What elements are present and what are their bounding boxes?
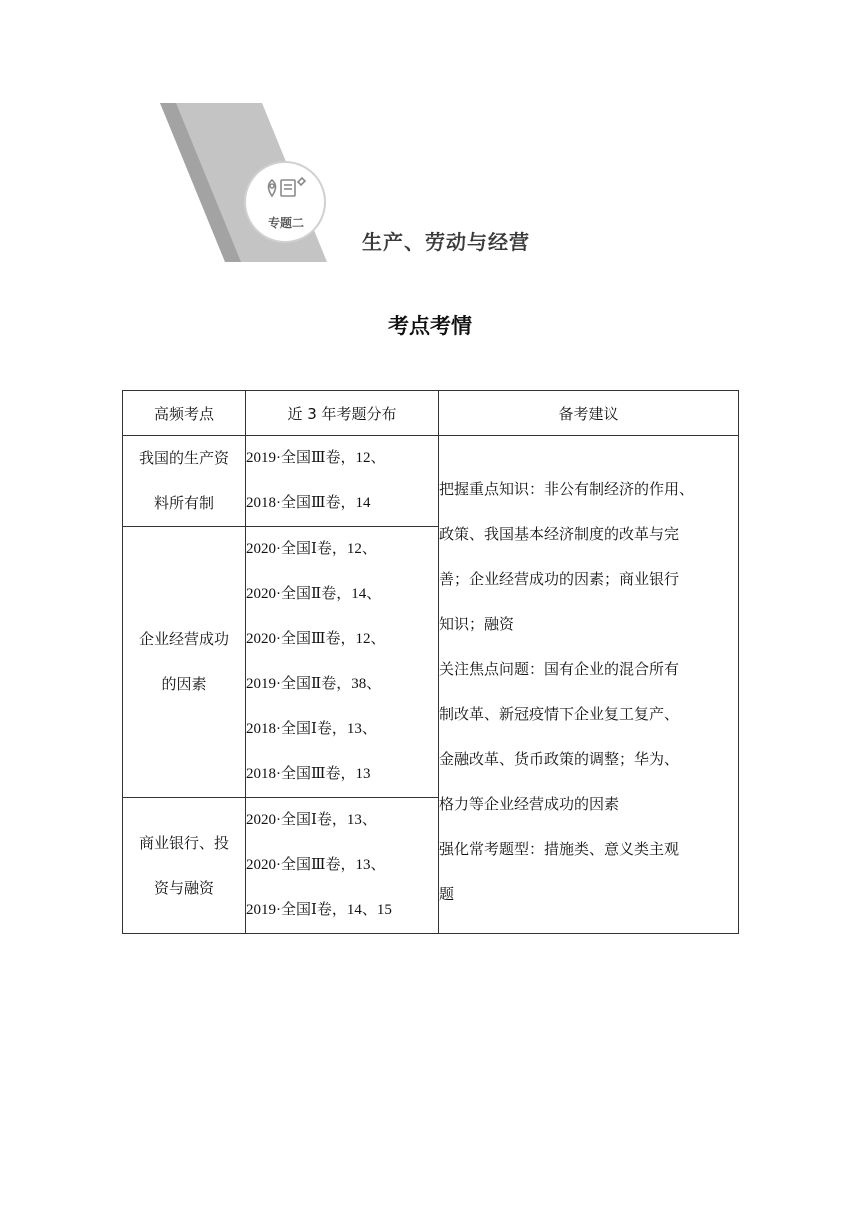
advice-line: 善；企业经营成功的因素；商业银行 xyxy=(439,569,680,588)
distribution-line: 2018·全国Ⅲ卷，14 xyxy=(246,495,371,511)
exam-points-table xyxy=(122,390,739,934)
topic-line: 料所有制 xyxy=(153,494,214,512)
distribution-cell xyxy=(246,527,439,798)
advice-line: 关注焦点问题：国有企业的混合所有 xyxy=(439,659,680,678)
distribution-cell xyxy=(246,798,439,934)
distribution-line: 2019·全国Ⅰ卷，14、15 xyxy=(246,902,392,918)
advice-line: 政策、我国基本经济制度的改革与完 xyxy=(439,524,680,543)
topic-cell xyxy=(123,527,246,798)
topic-line: 商业银行、投 xyxy=(138,833,229,852)
badge-label: 专题二 xyxy=(267,216,304,230)
table-row xyxy=(123,436,739,527)
advice-line: 把握重点知识：非公有制经济的作用、 xyxy=(439,479,695,498)
column-header: 近 3 年考题分布 xyxy=(246,391,439,436)
advice-line: 金融改革、货币政策的调整；华为、 xyxy=(439,749,680,768)
advice-line: 强化常考题型：措施类、意义类主观 xyxy=(439,839,680,858)
page-title: 考点考情 xyxy=(388,314,472,338)
advice-cell xyxy=(439,436,739,934)
topic-line: 的因素 xyxy=(161,675,207,693)
advice-line: 制改革、新冠疫情下企业复工复产、 xyxy=(439,704,680,723)
topic-line: 企业经营成功 xyxy=(138,630,229,648)
distribution-line: 2018·全国Ⅲ卷，13 xyxy=(246,766,371,782)
distribution-line: 2019·全国Ⅱ卷，38、 xyxy=(246,676,382,692)
advice-line: 题 xyxy=(439,884,455,903)
distribution-cell xyxy=(246,436,439,527)
topic-line: 我国的生产资 xyxy=(138,449,229,467)
distribution-line: 2020·全国Ⅲ卷，12、 xyxy=(246,631,386,647)
chapter-title: 生产、劳动与经营 xyxy=(362,230,530,254)
distribution-line: 2020·全国Ⅲ卷，13、 xyxy=(246,857,386,873)
distribution-line: 2020·全国Ⅰ卷，13、 xyxy=(246,812,377,828)
topic-cell xyxy=(123,436,246,527)
distribution-line: 2018·全国Ⅰ卷，13、 xyxy=(246,721,377,737)
distribution-line: 2019·全国Ⅲ卷，12、 xyxy=(246,450,386,466)
column-header: 高频考点 xyxy=(123,391,246,436)
table-header-row xyxy=(123,391,739,436)
distribution-line: 2020·全国Ⅱ卷，14、 xyxy=(246,586,382,602)
topic-line: 资与融资 xyxy=(153,878,214,897)
column-header: 备考建议 xyxy=(439,391,739,436)
advice-line: 知识；融资 xyxy=(439,614,515,633)
advice-line: 格力等企业经营成功的因素 xyxy=(439,794,620,813)
distribution-line: 2020·全国Ⅰ卷，12、 xyxy=(246,541,377,557)
topic-cell xyxy=(123,798,246,934)
